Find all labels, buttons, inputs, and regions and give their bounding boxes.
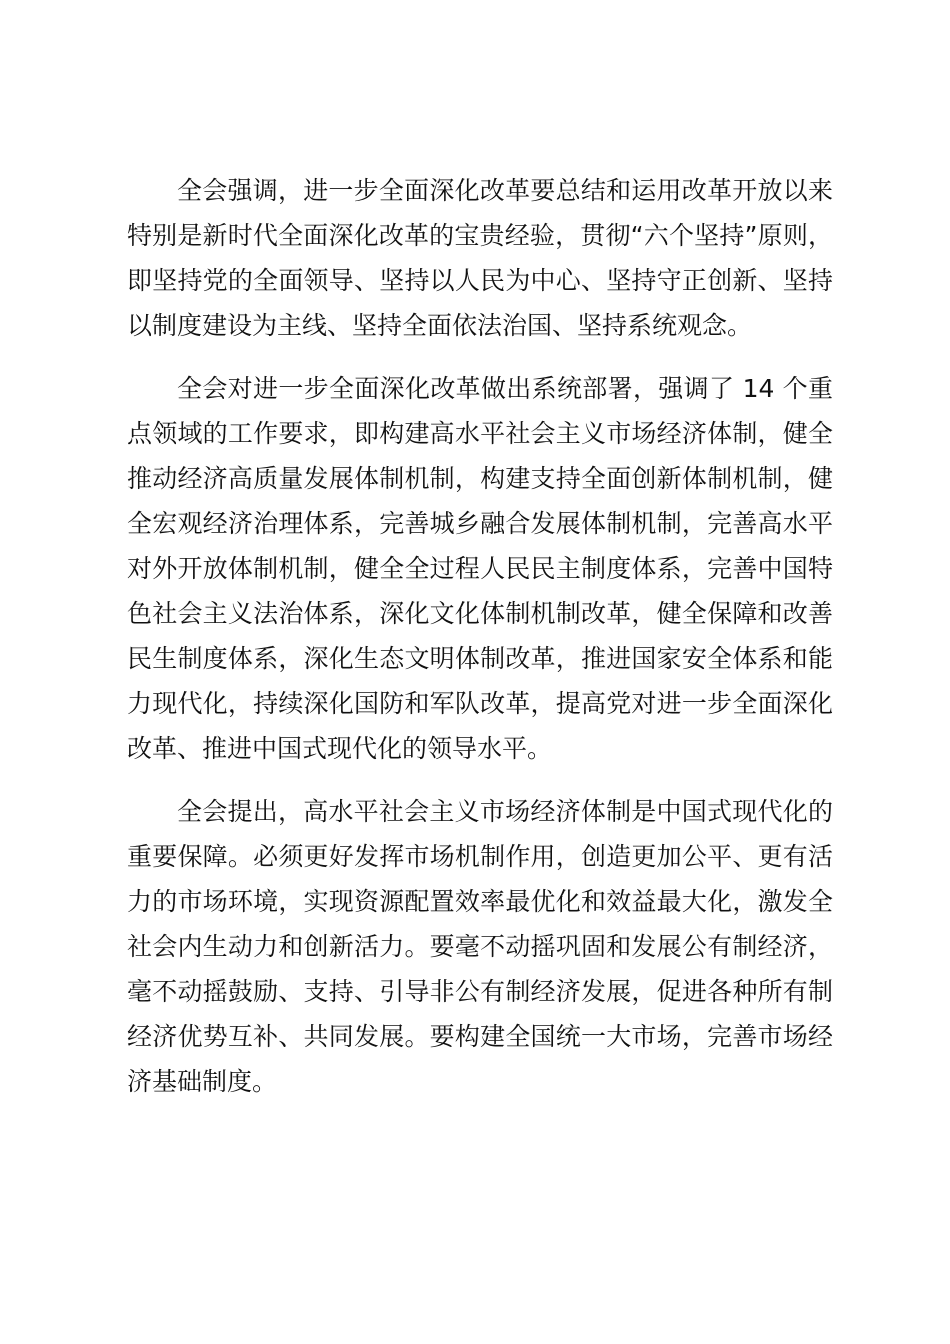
paragraph-key-areas: 全会对进一步全面深化改革做出系统部署，强调了 14 个重点领域的工作要求，即构建高水平社会主义市场经济体制，健全推动经济高质量发展体制机制，构建支持全面创新体制机制，健全宏观经济治理体系，完善城乡融合发展体制机制，完善高水平对外开放体制机制，健全全过程人民民主制度体系，完善中国特色社会主义法治体系，深化文化体制机制改革，健全保障和改善民生制度体系，深化生态文明体制改革，推进国家安全体系和能力现代化，持续深化国防和军队改革，提高党对进一步全面深化改革、推进中国式现代化的领导水平。 [127,374,833,763]
document-body [127,168,833,1122]
paragraph-market-economy: 全会提出，高水平社会主义市场经济体制是中国式现代化的重要保障。必须更好发挥市场机制作用，创造更加公平、更有活力的市场环境，实现资源配置效率最优化和效益最大化，激发全社会内生动力和创新活力。要毫不动摇巩固和发展公有制经济，毫不动摇鼓励、支持、引导非公有制经济发展，促进各种所有制经济优势互补、共同发展。要构建全国统一大市场，完善市场经济基础制度。 [127,797,833,1096]
paragraph-principles: 全会强调，进一步全面深化改革要总结和运用改革开放以来特别是新时代全面深化改革的宝贵经验，贯彻“六个坚持”原则，即坚持党的全面领导、坚持以人民为中心、坚持守正创新、坚持以制度建设为主线、坚持全面依法治国、坚持系统观念。 [127,176,833,340]
